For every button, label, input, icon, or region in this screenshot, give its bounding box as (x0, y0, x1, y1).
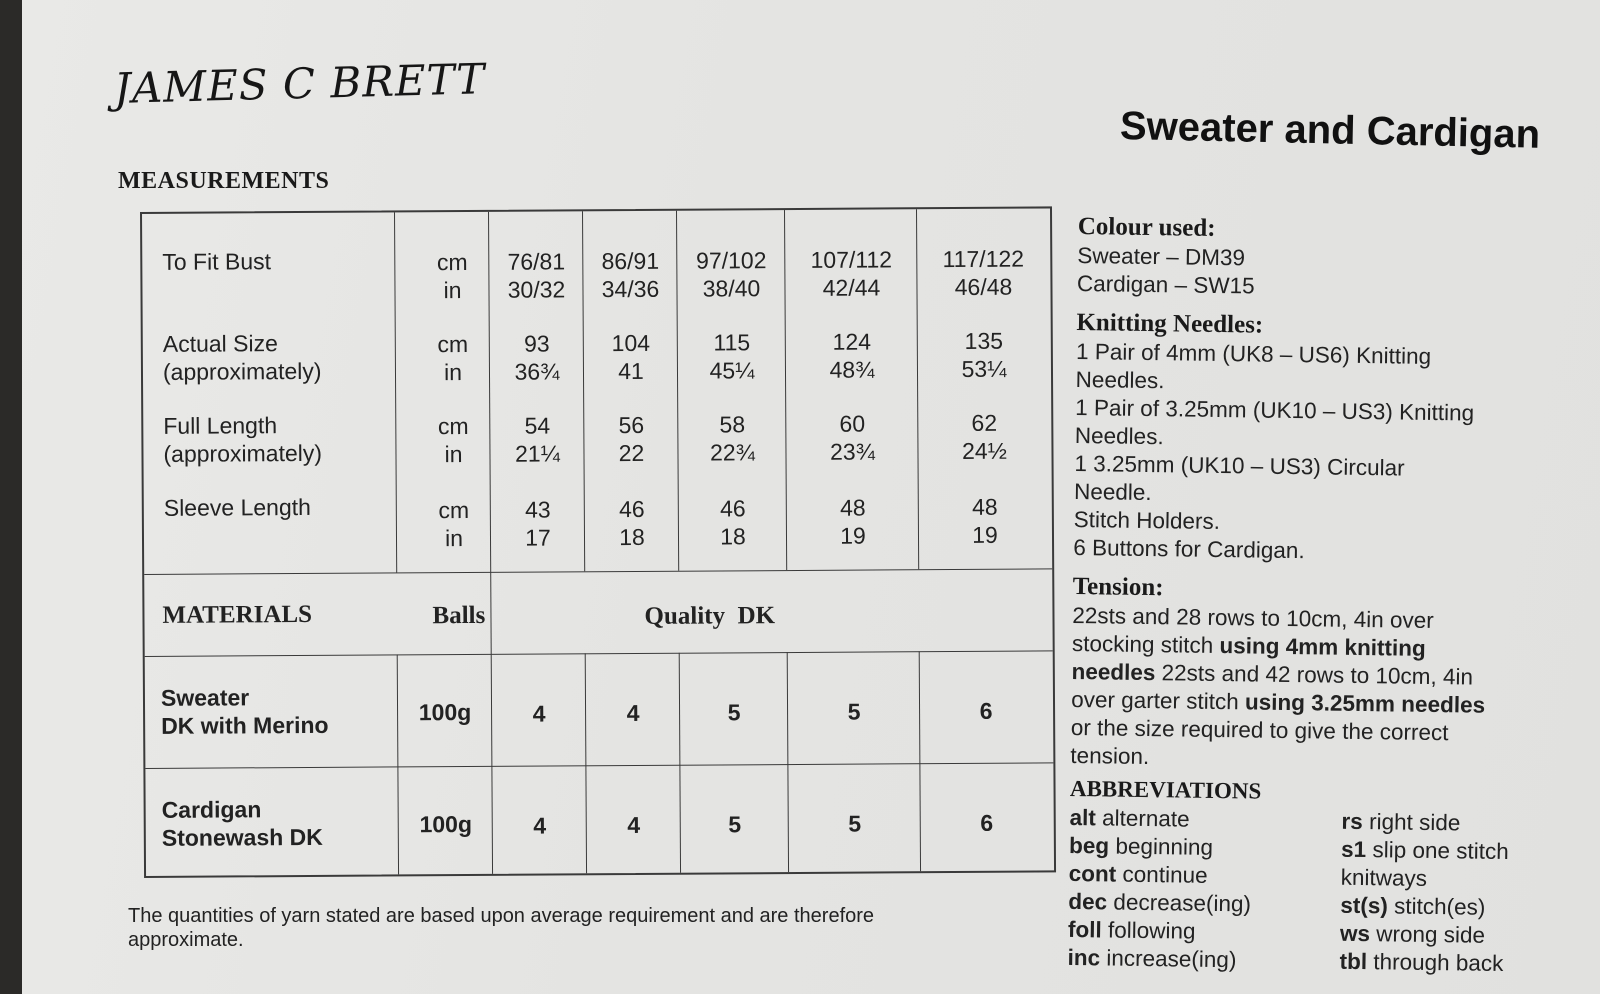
table-cell: 124 (832, 328, 872, 355)
table-divider (397, 654, 399, 874)
abbreviation-desc: stitch(es) (1393, 893, 1486, 920)
row-label: To Fit Bust (162, 248, 272, 275)
table-cell: 19 (840, 522, 866, 549)
unit-cm: cm (436, 248, 468, 276)
needles-line: 1 3.25mm (UK10 – US3) Circular (1074, 450, 1405, 481)
table-divider (919, 651, 921, 871)
row-label: Full Length (163, 412, 278, 439)
needles-line: 6 Buttons for Cardigan. (1073, 534, 1305, 564)
table-cell: 23¾ (830, 438, 875, 465)
abbreviation-item (1069, 860, 1341, 892)
material-subname: DK with Merino (161, 711, 329, 739)
table-cell: 4 (627, 811, 641, 839)
table-cell: 48 (839, 494, 866, 521)
table-divider (787, 652, 789, 872)
table-cell: 117/122 (942, 245, 1025, 273)
abbreviation-key: dec (1068, 888, 1108, 915)
table-cell: 36¾ (514, 358, 560, 385)
needles-line: Needles. (1075, 366, 1165, 394)
abbreviation-item (1069, 804, 1341, 836)
table-cell: 4 (532, 700, 546, 727)
table-cell: 115 (713, 329, 751, 356)
abbreviation-desc: continue (1122, 861, 1208, 888)
unit-cm: cm (437, 412, 469, 440)
abbreviation-item (1340, 892, 1570, 923)
abbreviation-key: st(s) (1340, 892, 1389, 919)
table-cell: 45¼ (709, 357, 755, 384)
abbreviation-item (1068, 916, 1340, 948)
colour-line: Sweater – DM39 (1077, 242, 1246, 271)
abbreviation-desc: right side (1368, 809, 1461, 836)
row-label: Actual Size (162, 330, 278, 357)
material-name: Sweater (160, 684, 250, 711)
table-divider (145, 762, 1053, 769)
measurements-table (140, 206, 1056, 878)
abbreviation-item (1069, 832, 1341, 864)
table-cell: 6 (980, 809, 994, 836)
table-divider (585, 653, 587, 873)
brand-logo: JAMES C BRETT (113, 54, 486, 113)
abbreviation-desc: knitways (1340, 864, 1428, 891)
pattern-info-column (1067, 212, 1578, 979)
abbreviation-item (1068, 888, 1340, 920)
tension-heading: Tension: (1072, 572, 1164, 602)
row-label-sub: (approximately) (163, 439, 323, 467)
abbreviations-heading: ABBREVIATIONS (1069, 775, 1262, 804)
colour-line: Cardigan – SW15 (1076, 270, 1255, 299)
abbreviation-key: foll (1067, 916, 1102, 943)
needles-line: 1 Pair of 4mm (UK8 – US6) Knitting (1075, 338, 1432, 369)
table-cell: 62 (971, 409, 998, 436)
page-title: Sweater and Cardigan (1119, 104, 1541, 157)
table-cell: 135 (964, 327, 1004, 354)
material-subname: Stonewash DK (161, 823, 323, 851)
tension-segment: or the size required to give the correct tension. (1070, 714, 1449, 770)
table-cell: 58 (719, 411, 746, 438)
tension-segment: 22sts and 28 rows to 10cm, 4in over stocking stitch (1071, 602, 1434, 659)
unit-in: in (443, 277, 462, 304)
needles-line: Needle. (1073, 478, 1152, 506)
row-label: Sleeve Length (163, 493, 311, 521)
tension-segment: 22sts and 42 rows to 10cm, 4in over garter stitch (1071, 660, 1474, 715)
unit-cm: cm (437, 330, 469, 358)
tension-segment-bold: using 4mm knitting needles (1071, 633, 1426, 686)
materials-heading: MATERIALS (162, 600, 313, 629)
table-divider (679, 653, 681, 873)
unit-in: in (443, 359, 463, 386)
table-cell: 48 (971, 493, 998, 520)
ball-weight: 100g (419, 810, 473, 838)
tension-text (1070, 602, 1512, 776)
table-cell: 21¼ (515, 440, 560, 467)
abbreviation-item (1339, 948, 1569, 979)
table-cell: 22¾ (710, 439, 755, 466)
table-cell: 5 (727, 699, 741, 726)
abbreviation-desc: beginning (1115, 833, 1214, 860)
table-cell: 4 (533, 812, 547, 839)
table-cell: 54 (524, 412, 551, 439)
abbreviation-key: cont (1068, 860, 1117, 887)
abbreviation-item (1340, 920, 1570, 951)
table-cell: 46 (719, 495, 746, 522)
abbreviation-key: ws (1339, 920, 1371, 947)
abbreviation-desc: increase(ing) (1106, 945, 1237, 973)
table-cell: 48¾ (829, 356, 875, 383)
abbreviation-desc: slip one stitch (1372, 837, 1509, 865)
table-cell: 4 (626, 699, 640, 727)
abbreviation-key: rs (1341, 808, 1363, 835)
abbreviation-desc: through back (1373, 949, 1504, 977)
ball-weight: 100g (418, 698, 472, 726)
abbreviations-list (1067, 804, 1569, 979)
balls-label: Balls (432, 601, 486, 630)
table-divider (145, 650, 1053, 657)
abbreviation-item (1341, 864, 1571, 895)
yarn-footnote: The quantities of yarn stated are based upon average requirement and are therefore approximate. (128, 905, 875, 951)
abbreviation-desc: following (1107, 917, 1196, 944)
table-cell: 38/40 (702, 275, 761, 302)
table-cell: 53¼ (961, 355, 1007, 382)
table-cell: 34/36 (601, 275, 660, 303)
table-cell: 6 (979, 697, 993, 724)
table-cell: 76/81 (507, 248, 566, 275)
abbreviation-key: alt (1069, 804, 1096, 831)
table-cell: 46 (618, 495, 645, 523)
needles-line: Stitch Holders. (1073, 506, 1221, 535)
abbreviation-desc: wrong side (1376, 921, 1486, 948)
table-cell: 93 (523, 330, 550, 357)
table-cell: 19 (972, 521, 998, 548)
abbreviation-key: inc (1067, 944, 1101, 971)
colour-heading: Colour used: (1077, 212, 1216, 242)
needles-heading: Knitting Needles: (1076, 308, 1264, 339)
table-cell: 60 (839, 410, 866, 437)
measurements-heading: MEASUREMENTS (118, 168, 330, 194)
table-cell: 5 (848, 810, 862, 837)
abbreviation-desc: alternate (1101, 805, 1190, 832)
table-cell: 43 (524, 496, 551, 523)
row-label-sub: (approximately) (162, 357, 322, 385)
pattern-page (22, 0, 1600, 994)
table-cell: 18 (720, 523, 746, 550)
table-cell: 5 (847, 698, 861, 725)
abbreviation-desc: decrease(ing) (1113, 889, 1252, 917)
unit-cm: cm (438, 496, 470, 524)
table-cell: 46/48 (954, 273, 1013, 301)
abbreviation-key: beg (1068, 832, 1110, 859)
table-divider (394, 212, 397, 572)
abbreviation-key: s1 (1340, 836, 1367, 863)
table-cell: 42/44 (822, 274, 881, 301)
abbreviation-item (1341, 808, 1571, 839)
table-cell: 18 (619, 523, 645, 551)
unit-in: in (444, 525, 464, 552)
unit-in: in (444, 441, 463, 468)
table-cell: 104 (611, 329, 651, 357)
table-cell: 41 (618, 357, 644, 385)
table-cell: 97/102 (696, 247, 767, 274)
tension-segment-bold: using 3.25mm needles (1244, 689, 1486, 718)
abbreviation-item (1341, 836, 1571, 867)
quality-label: Quality DK (644, 602, 776, 630)
table-cell: 22 (618, 439, 645, 467)
table-cell: 24½ (962, 437, 1007, 464)
table-cell: 107/112 (810, 246, 893, 273)
table-cell: 30/32 (507, 276, 566, 303)
needles-line: 1 Pair of 3.25mm (UK10 – US3) Knitting (1075, 394, 1475, 426)
material-name: Cardigan (161, 796, 262, 823)
table-cell: 86/91 (601, 247, 660, 275)
abbreviation-item (1067, 944, 1339, 976)
abbreviation-key: tbl (1339, 948, 1368, 975)
table-cell: 56 (618, 411, 645, 439)
table-cell: 5 (728, 811, 742, 838)
table-divider (144, 568, 1052, 575)
needles-line: Needles. (1074, 422, 1164, 450)
table-cell: 17 (525, 524, 551, 551)
